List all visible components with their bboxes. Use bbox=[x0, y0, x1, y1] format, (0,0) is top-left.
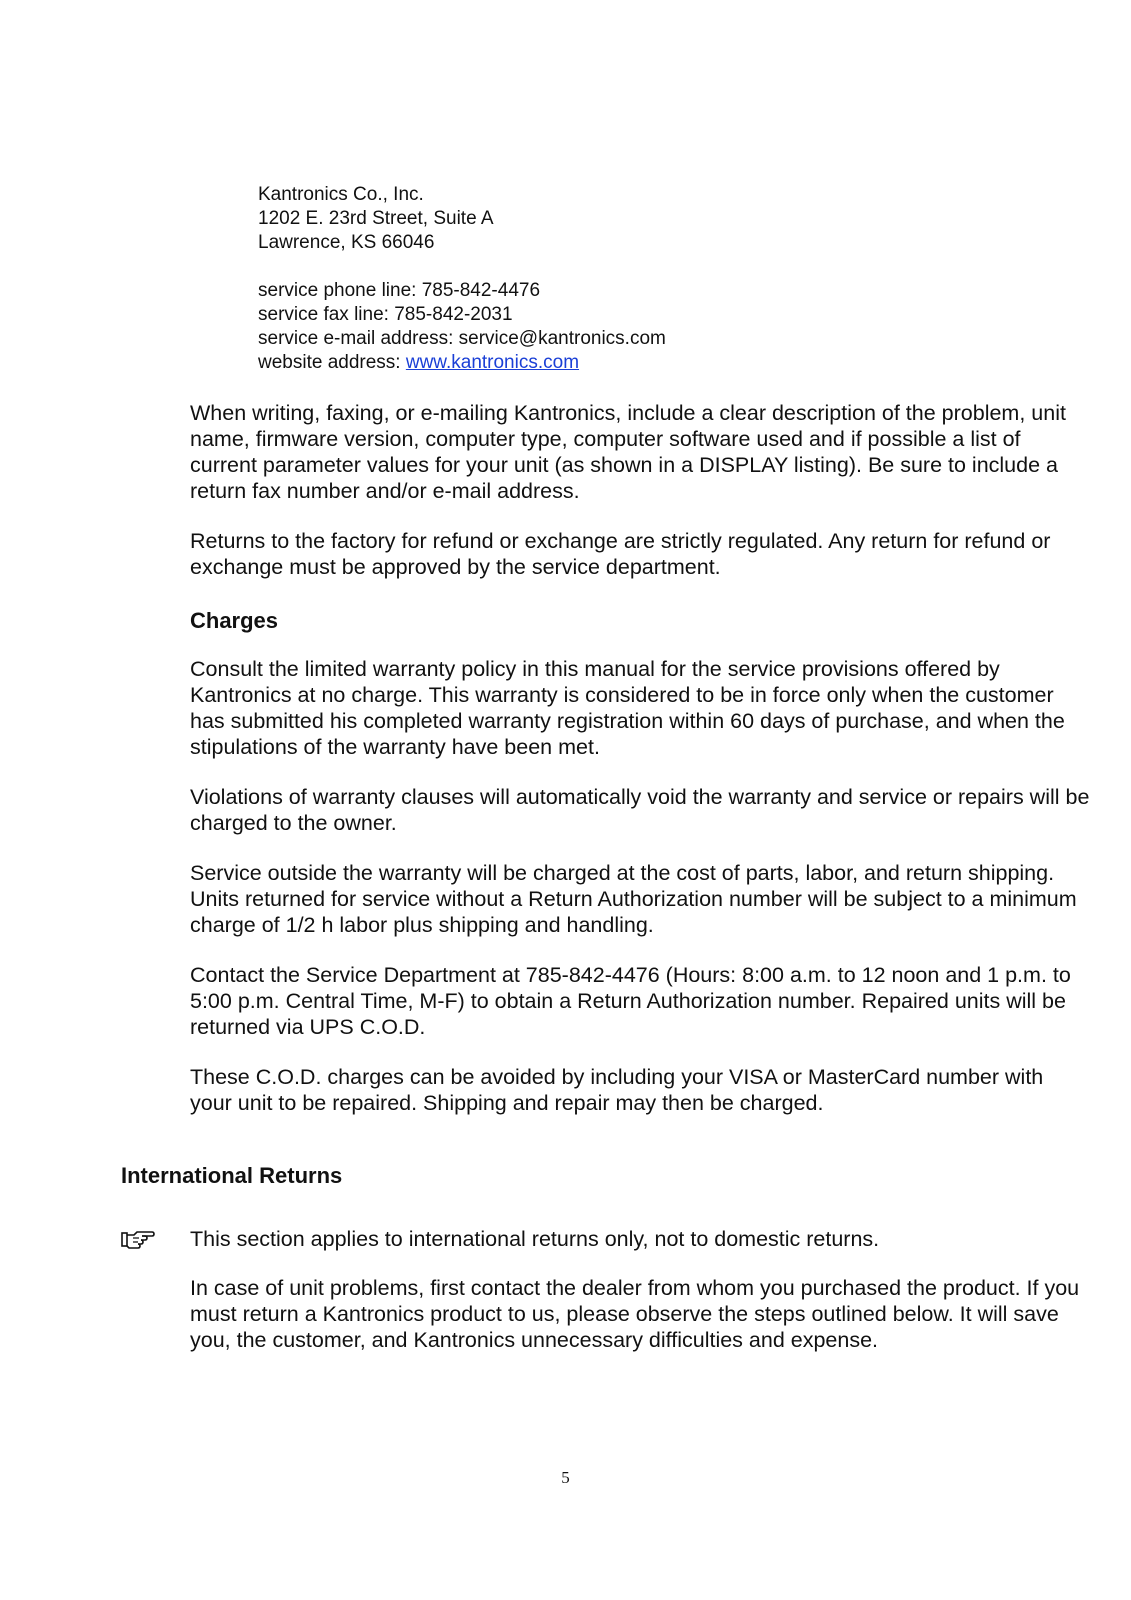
international-paragraph-dealer: In case of unit problems, first contact the dealer from whom you purchased the product. If you must return a Kantronics product to us, please observe the steps outlined below. It will save you, the customer, and Kantronics unnecessary difficulties and expense. bbox=[190, 1276, 1080, 1352]
intro-paragraph-returns: Returns to the factory for refund or exchange are strictly regulated. Any return for refund or exchange must be approved by the service department. bbox=[190, 529, 1051, 579]
charges-paragraph-violations: Violations of warranty clauses will automatically void the warranty and service or repairs will be charged to the owner. bbox=[190, 785, 1090, 835]
website-label: website address: bbox=[258, 352, 406, 373]
page-number: 5 bbox=[561, 1468, 570, 1487]
intro-paragraph-writing: When writing, faxing, or e-mailing Kantronics, include a clear description of the problem, unit name, firmware version, computer type, computer software used and if possible a list of current parameter values for your unit (as shown in a DISPLAY listing). Be sure to include a return fax number and/or e-mail address. bbox=[190, 401, 1066, 503]
company-name: Kantronics Co., Inc. bbox=[258, 184, 424, 205]
website-link[interactable]: www.kantronics.com bbox=[405, 352, 580, 373]
website-line bbox=[258, 351, 666, 375]
international-note: This section applies to international returns only, not to domestic returns. bbox=[190, 1227, 880, 1251]
international-returns-heading: International Returns bbox=[121, 1163, 343, 1188]
address-spacer bbox=[258, 255, 666, 279]
service-email: service e-mail address: service@kantronics.com bbox=[258, 328, 666, 349]
charges-paragraph-cod: These C.O.D. charges can be avoided by including your VISA or MasterCard number with your unit to be repaired. Shipping and repair may then be charged. bbox=[190, 1065, 1044, 1115]
street-address: 1202 E. 23rd Street, Suite A bbox=[258, 208, 494, 229]
service-phone: service phone line: 785-842-4476 bbox=[258, 280, 541, 301]
pointing-hand-icon bbox=[121, 1228, 155, 1250]
charges-paragraph-contact: Contact the Service Department at 785-842-4476 (Hours: 8:00 a.m. to 12 noon and 1 p.m. to 5:00 p.m. Central Time, M-F) to obtain a Return Authorization number. Repaired units will be returned via UPS C.O.D. bbox=[190, 963, 1071, 1039]
service-fax: service fax line: 785-842-2031 bbox=[258, 304, 513, 325]
charges-paragraph-outside-warranty: Service outside the warranty will be charged at the cost of parts, labor, and return shipping. Units returned for service without a Return Authorization number will be subject to a minimum charge of 1/2 h labor plus shipping and handling. bbox=[190, 861, 1077, 937]
city-state-zip: Lawrence, KS 66046 bbox=[258, 232, 435, 253]
charges-heading: Charges bbox=[190, 608, 279, 633]
contact-address-block bbox=[258, 183, 666, 375]
charges-paragraph-warranty: Consult the limited warranty policy in this manual for the service provisions offered by Kantronics at no charge. This warranty is considered to be in force only when the customer has submitted his completed warranty registration within 60 days of purchase, and when the stipulations of the warranty have been met. bbox=[190, 657, 1065, 759]
